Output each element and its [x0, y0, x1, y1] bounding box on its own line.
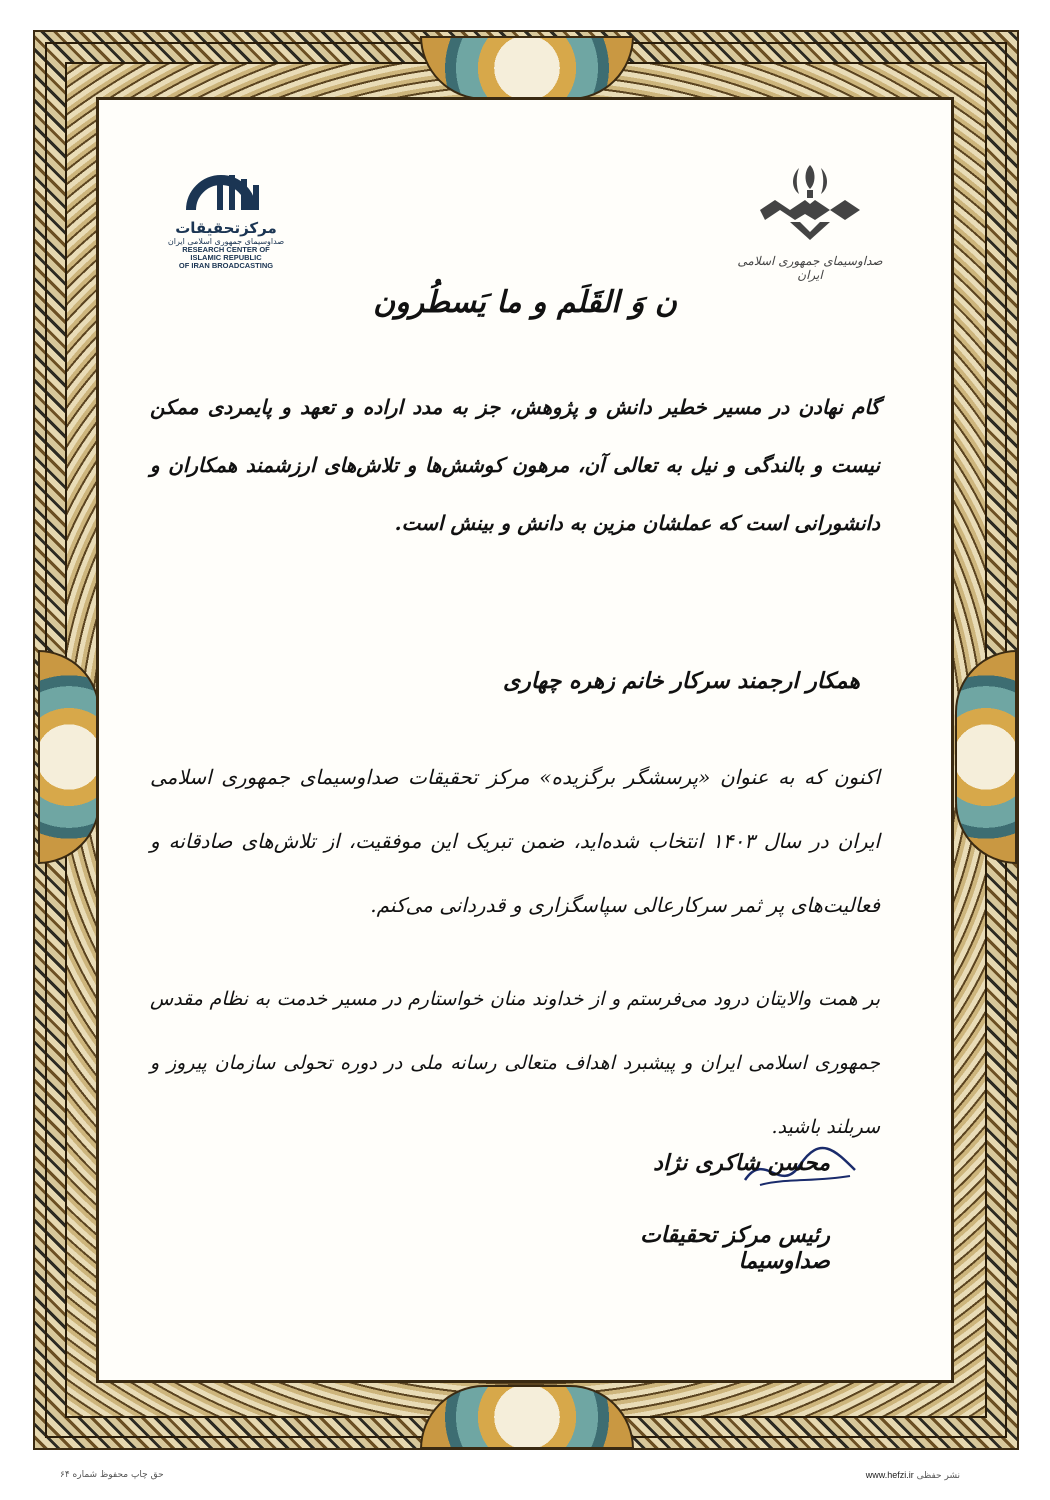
bottom-medallion-ornament: [420, 1385, 634, 1449]
top-medallion-ornament: [420, 36, 634, 100]
irib-logo: [735, 160, 885, 282]
research-center-subtitle: صداوسیمای جمهوری اسلامی ایران: [167, 237, 285, 246]
appreciation-paragraph: اکنون که به عنوان «پرسشگر برگزیده» مرکز تحقیقات صداوسیمای جمهوری اسلامی ایران در سال ۱۴۰۳ انتخاب شده‌اید، ضمن تبریک این موفقیت، از تلاش‌های صادقانه و فعالیت‌های پر ثمر سرکارعالی سپاسگزاری و قدردانی می‌کنم.: [150, 765, 880, 917]
research-center-title: مرکزتحقیقات: [175, 219, 277, 237]
research-center-en-line3: OF IRAN BROADCASTING: [178, 261, 274, 270]
irib-emblem-icon: [755, 160, 865, 250]
footer-publisher-url[interactable]: www.hefzi.ir: [865, 1470, 914, 1480]
signatory-name: محسن شاکری نژاد: [653, 1150, 830, 1176]
research-center-en-line1: RESEARCH CENTER OF: [182, 245, 270, 254]
left-medallion-ornament: [38, 650, 100, 864]
footer-publisher: [866, 1470, 960, 1481]
footer-copyright: حق چاپ محفوظ شماره ۶۴: [60, 1470, 164, 1480]
addressee-line: همکار ارجمند سرکار خانم زهره چهاری: [503, 668, 860, 694]
certificate-heading: ن وَ القَلَم و ما یَسطُرون: [373, 285, 677, 320]
blessing-paragraph: بر همت والایتان درود می‌فرستم و از خداوند منان خواستارم در مسیر خدمت به نظام مقدس جمهوری اسلامی ایران و پیشبرد اهداف متعالی رسانه ملی در دوره تحولی سازمان پیروز و سربلند باشید.: [150, 988, 880, 1138]
right-medallion-ornament: [955, 650, 1017, 864]
signatory-title: رئیس مرکز تحقیقات صداوسیما: [640, 1222, 830, 1274]
research-center-emblem-icon: [181, 165, 271, 215]
research-center-en-line2: ISLAMIC REPUBLIC: [190, 253, 262, 262]
footer-publisher-label: نشر حفظی: [916, 1471, 960, 1481]
research-center-logo: [166, 165, 286, 270]
irib-caption: صداوسیمای جمهوری اسلامی ایران: [737, 254, 883, 282]
intro-paragraph: گام نهادن در مسیر خطیر دانش و پژوهش، جز به مدد اراده و تعهد و پایمردی ممکن نیست و بالندگی و نیل به تعالی آن، مرهون کوشش‌ها و تلاش‌های ارزشمند همکاران و دانشورانی است که عملشان مزین به دانش و بینش است.: [150, 395, 880, 535]
